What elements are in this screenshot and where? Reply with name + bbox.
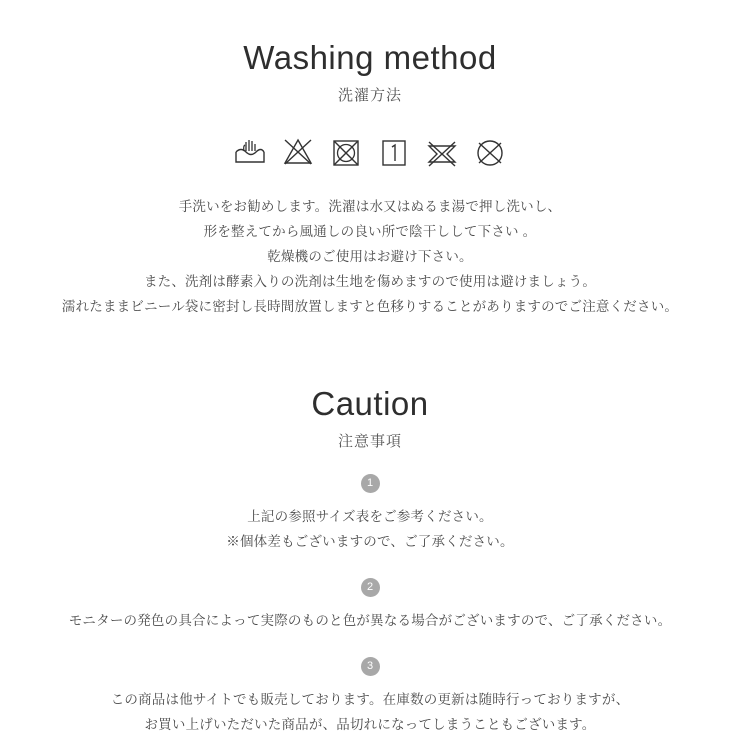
washing-method-title: Washing method [243,39,497,76]
status-badge: 1 [361,474,380,493]
care-instructions-text [0,195,740,320]
caution-line: モニターの発色の具合によって実際のものと色が異なる場合がございますので、ご了承ください。 [68,613,672,629]
caution-text [0,609,740,634]
caution-title: Caution [311,385,429,423]
care-line: 濡れたままビニール袋に密封し長時間放置しますと色移りすることがありますのでご注意ください。 [61,299,679,315]
care-line: 手洗いをお勧めします。洗濯は水又はぬるま湯で押し洗いし、 [178,199,562,215]
care-line: 乾燥機のご使用はお避け下さい。 [267,249,473,265]
caution-line: ※個体差もございますので、ご了承ください。 [226,534,514,550]
laundry-symbol-row [0,135,740,169]
caution-item-2 [0,577,740,634]
no-wring-icon [425,135,459,169]
caution-section [0,386,740,738]
caution-text [0,505,740,555]
washing-method-subtitle: 洗濯方法 [337,87,402,105]
no-dry-clean-icon [473,135,507,169]
hand-wash-icon [233,135,267,169]
caution-line: お買い上げいただいた商品が、品切れになってしまうこともございます。 [144,717,596,733]
no-bleach-icon [281,135,315,169]
caution-item-3 [0,656,740,738]
caution-line: この商品は他サイトでも販売しております。在庫数の更新は随時行っておりますが、 [110,692,630,708]
no-tumble-dry-icon [329,135,363,169]
status-badge: 2 [361,578,380,597]
status-badge: 3 [361,657,380,676]
top-spacer [0,0,740,40]
caution-item-1 [0,473,740,555]
care-line: 形を整えてから風通しの良い所で陰干しして下さい 。 [203,224,537,240]
care-line: また、洗剤は酵素入りの洗剤は生地を傷めますので使用は避けましょう。 [143,274,597,290]
iron-low-icon [377,135,411,169]
caution-text [0,688,740,738]
caution-line: 上記の参照サイズ表をご参考ください。 [247,509,493,525]
caution-subtitle: 注意事項 [337,433,402,451]
